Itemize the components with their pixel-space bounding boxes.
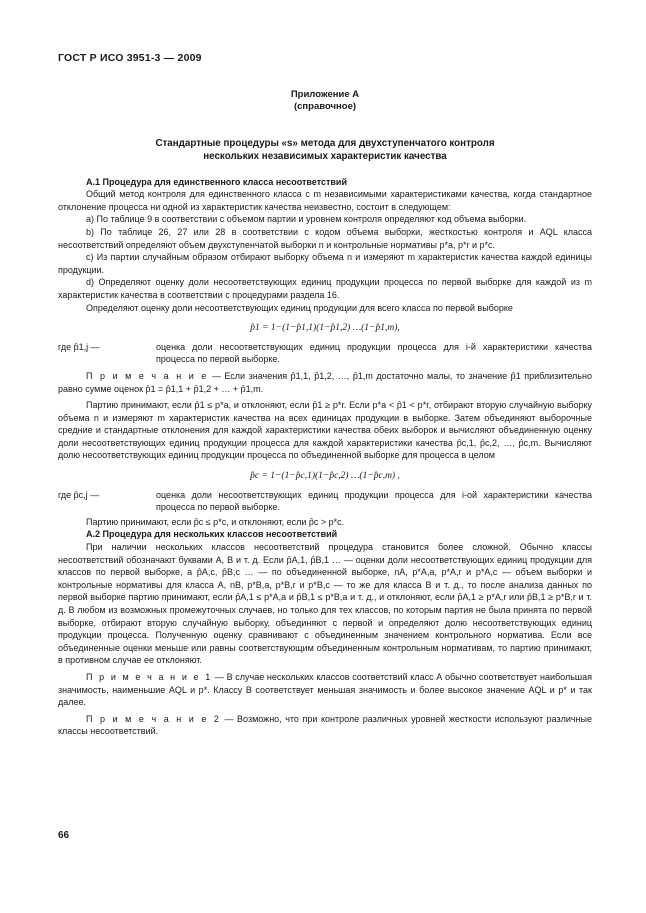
note-a1-text: — Если значения p̂1,1, p̂1,2, …, p̂1,m достаточно малы, то значение p̂1 приблизительно равно сумме оценок p̂1 = p̂1,1 + p̂1,2 + … + p̂1,m. [58, 370, 592, 394]
a1-paragraph-2: Определяют оценку доли несоответствующих единиц продукции для всего класса по первой выборке [86, 302, 513, 313]
title-line-1: Стандартные процедуры «s» метода для двухступенчатого контроля [155, 137, 495, 149]
where-1-text: оценка доли несоответствующих единиц продукции процесса для i-й характеристики качества процесса по первой выборке. [156, 341, 592, 365]
note-a1 [58, 370, 592, 395]
note-a2-2-label: П р и м е ч а н и е 2 [86, 713, 221, 724]
document-page [58, 52, 592, 738]
a1-paragraph-3: Партию принимают, если p̂1 ≤ p*a, и отклоняют, если p̂1 ≥ p*r. Если p*a < p̂1 < p*r, отбирают вторую случайную выборку объема n и измеряют m характеристик качества на всех единицах продукции в выборке. Затем объединяют выборочные средние и стандартные отклонения для каждой характеристики качества обеих выборок и вычисляют объединенную оценку доли несоответствующих единиц продукции процесса для каждой характеристики качества p̂c,1, p̂c,2, …, p̂c,m. Вычисляют долю несоответствующих единиц продукции процесса по объединенной выборке для процесса в целом [58, 400, 592, 461]
note-a2-2 [58, 713, 592, 738]
a1-paragraph-4: Партию принимают, если p̂c ≤ p*c, и отклоняют, если p̂c > p*c. [86, 516, 345, 527]
where-block-1 [58, 341, 592, 366]
note-a2-2-text: — Возможно, что при контроле различных уровней жесткости используют различные классы несоответствий. [58, 713, 592, 737]
a1-item-b: b) По таблице 26, 27 или 28 в соответствии с кодом объема выборки, жесткостью контроля и AQL класса несоответствий определяют объем двухступенчатой выборки n и контрольные нормативы p*a, p*r и p*c. [58, 226, 592, 250]
document-title [58, 137, 592, 164]
formula-2: p̂c = 1−(1−p̂c,1)(1−p̂c,2) …(1−p̂c,m) , [250, 471, 400, 482]
a1-paragraph-1: Общий метод контроля для единственного класса с m независимыми характеристиками качества, когда стандартное отклонение процесса ни одной из характеристик качества неизвестно, состоит в следующем: [58, 189, 592, 212]
document-header: ГОСТ Р ИСО 3951-3 — 2009 [58, 52, 202, 64]
annex-subtitle: (справочное) [293, 100, 357, 112]
annex-heading [58, 89, 592, 113]
section-a2-heading: А.2 Процедура для нескольких классов несоответствий [86, 529, 338, 540]
note-a1-label: П р и м е ч а н и е [86, 370, 209, 381]
note-a2-1-label: П р и м е ч а н и е 1 [86, 671, 213, 682]
note-a2-1 [58, 671, 592, 709]
a1-item-d: d) Определяют оценку доли несоответствующих единиц продукции процесса по первой выборке для каждой из m характеристик качества в соответствии с процедурами раздела 16. [58, 277, 592, 300]
a2-paragraph-1: При наличии нескольких классов несоответствий процедура становится более сложной. Обычно классы несоответствий обозначают буквами А, В и т. д. Если p̂A,1, p̂B,1 … — оценки доли несоответствующих единиц продукции для классов по первой выборке, а p̂A,c, p̂B,c … — по объединенной выборке, nA, p*A,a, p*A,r и p*A,c — объем выборки и контрольные нормативы для класса А, nB, p*B,a, p*B,r и p*B,c — то же для класса В и т. д., то после анализа данных по первой выборке партию принимают, если p̂A,1 ≤ p*A,a и p̂B,1 ≤ p*B,a и т. д., и отклоняют, если p̂A,1 ≥ p*A,r или p̂B,1 ≥ p*B,r и т. д. В любом из возможных промежуточных случаев, но только для тех классов, по которым партия не была принята по первой выборке, отбирают вторую случайную выборку, объединяют с первой и определяют долю несоответствующих единиц продукции процесса. Полученную оценку сравнивают с объединенным значением контрольного норматива. Если все объединенные оценки меньше или равны соответствующим объединенным контрольным нормативам, то партию принимают, в противном случае ее отклоняют. [58, 542, 592, 666]
annex-title: Приложение А [290, 88, 360, 100]
title-line-2: нескольких независимых характеристик качества [203, 151, 447, 163]
where-2-text: оценка доли несоответствующих единиц продукции процесса для i-ой характеристики качества процесса по первой выборке. [156, 489, 592, 513]
section-a1-heading: А.1 Процедура для единственного класса несоответствий [86, 176, 347, 187]
formula-1: p̂1 = 1−(1−p̂1,1)(1−p̂1,2) …(1−p̂1,m), [250, 323, 400, 334]
a1-item-a: а) По таблице 9 в соответствии с объемом партии и уровнем контроля определяют код объема выборки. [86, 214, 527, 225]
where-1-label: где p̂1,j — [58, 341, 100, 352]
where-block-2 [58, 489, 592, 514]
page-number: 66 [58, 830, 70, 841]
note-a2-1-text: — В случае нескольких классов соответствий класс А обычно соответствует наибольшая значимость, наименьшие AQL и p*. Классу В соответствует меньшая значимость и более высокое значение AQL и p* и так далее. [58, 671, 592, 708]
a1-item-c: с) Из партии случайным образом отбирают выборку объема n и измеряют m характеристик качества каждой единицы продукции. [58, 252, 592, 275]
where-2-label: где p̂c,j — [58, 489, 100, 500]
